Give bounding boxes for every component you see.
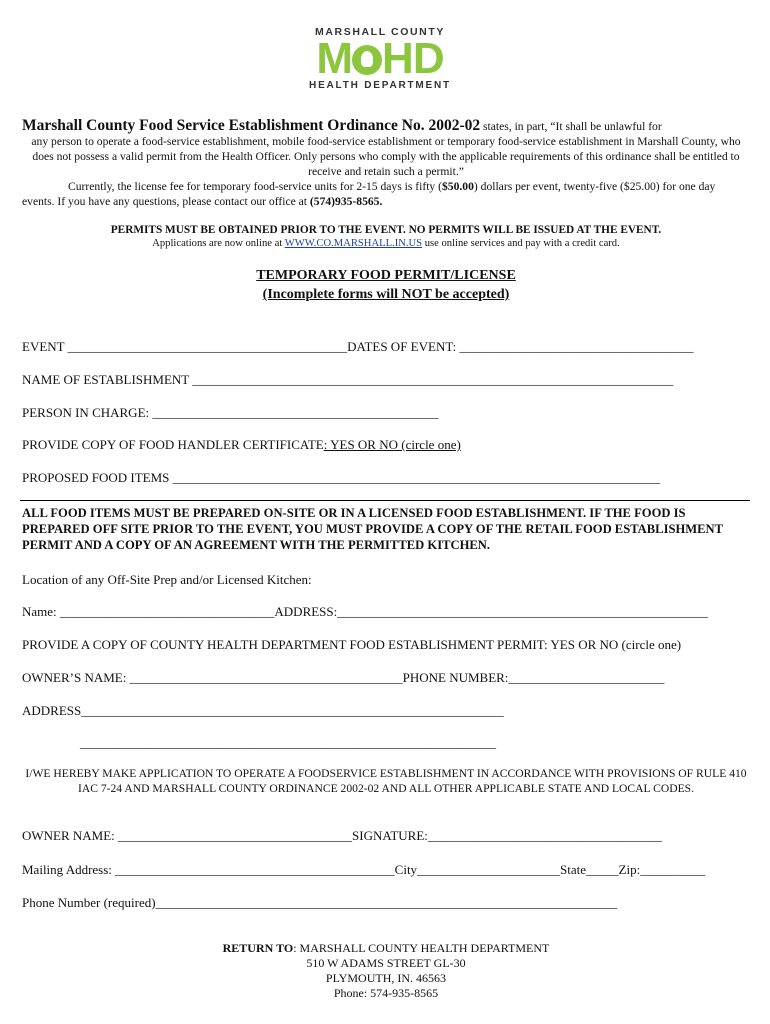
handler-label: PROVIDE COPY OF FOOD HANDLER CERTIFICATE bbox=[22, 437, 324, 452]
logo-leaf-icon bbox=[352, 45, 382, 75]
phone-number-field[interactable]: Phone Number (required)_______________________________________________________________________ bbox=[22, 895, 618, 910]
intro-first-line bbox=[22, 118, 750, 134]
logo-main-text bbox=[290, 34, 470, 83]
fee-paragraph bbox=[22, 179, 750, 209]
online-application-note bbox=[22, 237, 750, 251]
offsite-name-address-field[interactable]: Name: _________________________________ADDRESS:_________________________________________________________ bbox=[22, 604, 708, 619]
return-line2: 510 W ADAMS STREET GL-30 bbox=[306, 956, 466, 970]
address-field-line1[interactable]: ADDRESS_________________________________________________________________ bbox=[22, 703, 504, 718]
ordinance-title: Marshall County Food Service Establishment Ordinance No. 2002-02 bbox=[22, 117, 481, 134]
food-handler-certificate-field[interactable] bbox=[22, 437, 461, 453]
online-text-b: use online services and pay with a credit card. bbox=[422, 238, 620, 249]
ordinance-intro bbox=[22, 118, 750, 209]
logo-top-text: MARSHALL COUNTY bbox=[315, 26, 445, 38]
fee-text-a: Currently, the license fee for temporary food-service units for 2-15 days is fifty ( bbox=[68, 180, 442, 193]
handler-yes-no[interactable]: : YES OR NO (circle one) bbox=[323, 437, 461, 452]
return-line1 bbox=[22, 941, 750, 956]
office-phone: (574)935-8565. bbox=[309, 195, 383, 208]
proposed-food-items-field[interactable]: PROPOSED FOOD ITEMS ___________________________________________________________________________ bbox=[22, 470, 661, 485]
fee-text-b: ) dollars per event, twenty-five ($25.00) for one day events. If you have any questions, please contact our office at bbox=[22, 180, 716, 208]
offsite-location-label: Location of any Off-Site Prep and/or Licensed Kitchen: bbox=[22, 572, 312, 587]
event-field[interactable]: EVENT ___________________________________________DATES OF EVENT: ____________________________________ bbox=[22, 339, 694, 354]
logo-main-left: M bbox=[316, 34, 353, 83]
permit-notice bbox=[22, 223, 750, 251]
return-to-label: RETURN TO bbox=[222, 941, 294, 955]
form-title-line2: (Incomplete forms will NOT be accepted) bbox=[262, 287, 510, 302]
application-declaration: I/WE HEREBY MAKE APPLICATION TO OPERATE A FOODSERVICE ESTABLISHMENT IN ACCORDANCE WITH PROVISIONS OF RULE 410 IAC 7-24 AND MARSHALL COUNTY ORDINANCE 2002-02 AND ALL OTHER APPLICABLE STATE AND LOCAL CODES. bbox=[25, 767, 747, 795]
permit-warning: PERMITS MUST BE OBTAINED PRIOR TO THE EVENT. NO PERMITS WILL BE ISSUED AT THE EVENT. bbox=[110, 224, 662, 236]
return-line4: Phone: 574-935-8565 bbox=[333, 986, 439, 1000]
online-text-a: Applications are now online at bbox=[152, 238, 285, 249]
section-divider bbox=[20, 500, 750, 501]
mailing-address-field[interactable]: Mailing Address: ___________________________________________City______________________State_____Zip:__________ bbox=[22, 862, 706, 877]
return-address bbox=[22, 941, 750, 1001]
person-in-charge-field[interactable]: PERSON IN CHARGE: ____________________________________________ bbox=[22, 405, 439, 420]
county-website-link[interactable]: WWW.CO.MARSHALL.IN.US bbox=[284, 238, 423, 249]
return-line3: PLYMOUTH, IN. 46563 bbox=[325, 971, 447, 985]
establishment-name-field[interactable]: NAME OF ESTABLISHMENT __________________________________________________________________________ bbox=[22, 372, 674, 387]
logo-main-right: HD bbox=[382, 34, 444, 83]
food-prep-warning: ALL FOOD ITEMS MUST BE PREPARED ON-SITE OR IN A LICENSED FOOD ESTABLISHMENT. IF THE FOOD IS PREPARED OFF SITE PRIOR TO THE EVENT, YOU MUST PROVIDE A COPY OF THE RETAIL FOOD ESTABLISHMENT PERMIT AND A COPY OF AN AGREEMENT WITH THE PERMITTED KITCHEN. bbox=[22, 506, 723, 552]
form-title-line1: TEMPORARY FOOD PERMIT/LICENSE bbox=[256, 268, 516, 283]
fee-amount: $50.00 bbox=[442, 180, 474, 193]
return-dept-name: : MARSHALL COUNTY HEALTH DEPARTMENT bbox=[293, 941, 550, 955]
ordinance-quote: any person to operate a food-service establishment, mobile food-service establishment or temporary food-service establishment in Marshall County, who does not possess a valid permit from the Health Officer. Only persons who comply with the applicable requirements of this ordinance shall be entitled to receive and retain such a permit.” bbox=[31, 135, 741, 178]
logo-bottom-text: HEALTH DEPARTMENT bbox=[309, 80, 451, 91]
ordinance-lead-rest: states, in part, “It shall be unlawful for bbox=[480, 120, 662, 133]
mchd-logo bbox=[290, 26, 470, 96]
address-field-line2[interactable]: ________________________________________________________________ bbox=[80, 735, 496, 750]
form-title bbox=[22, 266, 750, 304]
owner-phone-field[interactable]: OWNER’S NAME: __________________________________________PHONE NUMBER:________________________ bbox=[22, 670, 665, 685]
county-permit-field[interactable]: PROVIDE A COPY OF COUNTY HEALTH DEPARTMENT FOOD ESTABLISHMENT PERMIT: YES OR NO (circle one) bbox=[22, 637, 682, 652]
owner-signature-field[interactable]: OWNER NAME: ____________________________________SIGNATURE:____________________________________ bbox=[22, 828, 662, 843]
